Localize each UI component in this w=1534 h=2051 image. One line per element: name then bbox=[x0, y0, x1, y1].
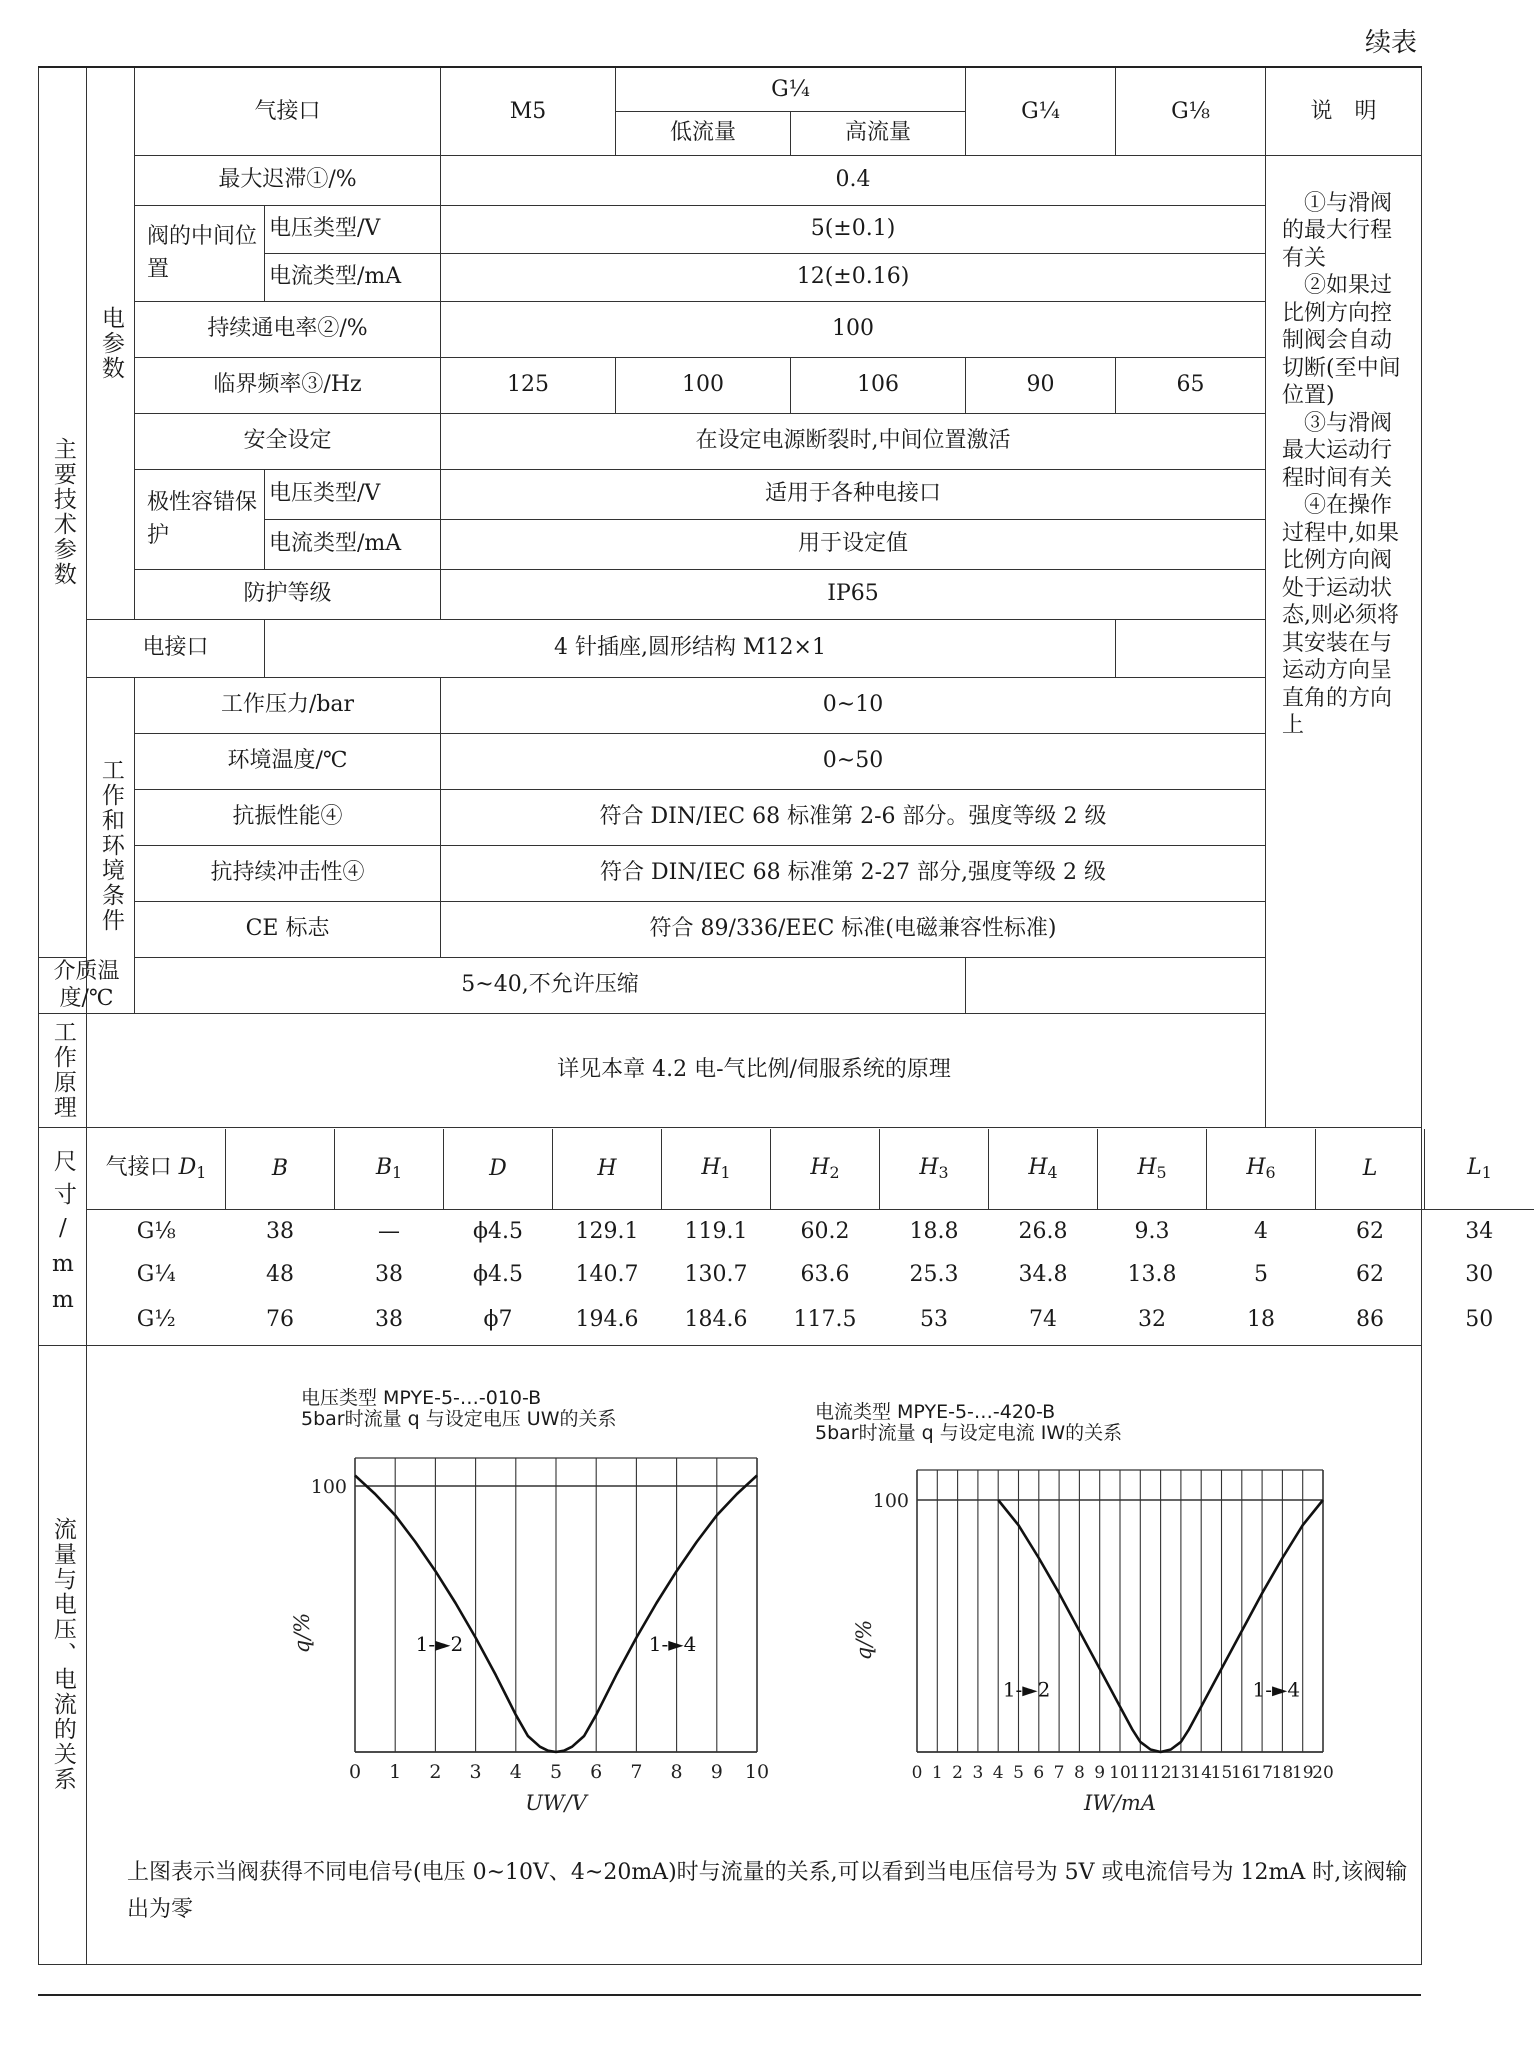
chart2-xtick: 4 bbox=[992, 1762, 1004, 1783]
pol-curr-value: 用于设定值 bbox=[441, 519, 1266, 569]
note-1: ①与滑阀的最大行程有关 bbox=[1282, 190, 1393, 271]
dims-cell-value: 74 bbox=[1029, 1307, 1057, 1333]
notes-cell bbox=[1266, 155, 1422, 1127]
section-electrical: 电参数 bbox=[87, 67, 135, 619]
header-high-flow: 高流量 bbox=[791, 111, 966, 155]
polarity-label: 极性容错保护 bbox=[135, 469, 265, 569]
pol-volt-label: 电压类型/V bbox=[265, 469, 441, 519]
dims-cell-value: — bbox=[335, 1209, 444, 1253]
dims-header: 气接口 $D_1$ bbox=[87, 1129, 226, 1209]
chart2-xtick: 2 bbox=[952, 1762, 964, 1783]
dims-header: H bbox=[553, 1129, 662, 1209]
header-g14-group: G¼ bbox=[616, 67, 966, 111]
principle-label: 工作原理 bbox=[39, 1013, 87, 1127]
hysteresis-value: 0.4 bbox=[441, 155, 1266, 205]
chart1-xtick: 8 bbox=[670, 1760, 683, 1783]
ambient-value: 0~50 bbox=[441, 733, 1266, 789]
dims-cell-value: 117.5 bbox=[793, 1307, 857, 1333]
freq-g14: 90 bbox=[966, 357, 1116, 413]
dims-cell-value: 86 bbox=[1356, 1307, 1384, 1333]
vibration-label: 抗振性能④ bbox=[135, 789, 441, 845]
chart1-xtick: 4 bbox=[509, 1760, 522, 1783]
header-m5: M5 bbox=[441, 67, 616, 155]
dims-cell-value: 34.8 bbox=[1018, 1262, 1068, 1288]
dims-header: $H_5$ bbox=[1098, 1129, 1207, 1209]
header-note: 说 明 bbox=[1266, 67, 1422, 155]
pressure-label: 工作压力/bar bbox=[135, 677, 441, 733]
chart2-xtick: 12 bbox=[1149, 1762, 1172, 1783]
chart1-ylabel: q/% bbox=[290, 1612, 314, 1653]
chart1-xtick: 2 bbox=[429, 1760, 442, 1783]
section-main-parameters: 主要技术参数 bbox=[39, 67, 87, 957]
dims-header: $H_3$ bbox=[880, 1129, 989, 1209]
note-3: ③与滑阀最大运动行程时间有关 bbox=[1282, 410, 1393, 491]
dims-header: $H_1$ bbox=[662, 1129, 771, 1209]
dims-cell-value: 4 bbox=[1207, 1209, 1316, 1253]
principle-value: 详见本章 4.2 电-气比例/伺服系统的原理 bbox=[87, 1013, 1422, 1127]
dims-cell-value: 129.1 bbox=[553, 1209, 662, 1253]
dims-table bbox=[87, 1129, 1534, 1343]
chart1-xtick: 1 bbox=[389, 1760, 402, 1783]
ce-label: CE 标志 bbox=[135, 901, 441, 957]
continued-label: 续表 bbox=[1364, 28, 1417, 58]
flow-caption: 上图表示当阀获得不同电信号(电压 0~10V、4~20mA)时与流量的关系,可以看到当电压信号为 5V 或电流信号为 12mA 时,该阀输出为零 bbox=[127, 1859, 1408, 1922]
chart2-xtick: 5 bbox=[1013, 1762, 1024, 1783]
medium-value: 5~40,不允许压缩 bbox=[135, 957, 966, 1013]
chart1-xtick: 3 bbox=[469, 1760, 482, 1783]
chart2-title-line2: 5bar时流量 q 与设定电流 IW的关系 bbox=[815, 1422, 1123, 1445]
header-low-flow: 低流量 bbox=[616, 111, 791, 155]
mid-volt-type: 电压类型/V bbox=[265, 205, 441, 253]
dims-header: L bbox=[1316, 1129, 1425, 1209]
mid-curr-type: 电流类型/mA bbox=[265, 253, 441, 301]
dims-cell-value: 18.8 bbox=[880, 1209, 989, 1253]
dims-header: $B_1$ bbox=[335, 1129, 444, 1209]
dims-header: $L_1$ bbox=[1425, 1129, 1534, 1209]
dims-cell-value: 32 bbox=[1138, 1307, 1166, 1333]
dims-header: D bbox=[444, 1129, 553, 1209]
chart1-annotation: 1-►4 bbox=[648, 1631, 697, 1656]
chart2-xtick: 7 bbox=[1053, 1762, 1065, 1783]
dims-label: 尺寸/mm bbox=[39, 1127, 87, 1345]
dims-cell-value: 9.3 bbox=[1098, 1209, 1207, 1253]
chart1-xtick: 6 bbox=[590, 1760, 603, 1783]
chart2-xtick: 16 bbox=[1230, 1762, 1253, 1783]
ce-value: 符合 89/336/EEC 标准(电磁兼容性标准) bbox=[441, 901, 1266, 957]
chart2-annotation: 1-►4 bbox=[1252, 1677, 1301, 1702]
freq-high: 106 bbox=[791, 357, 966, 413]
dims-cell-value: G½ bbox=[136, 1307, 176, 1333]
chart1-xtick: 10 bbox=[744, 1760, 770, 1783]
header-g14: G¼ bbox=[966, 67, 1116, 155]
dims-cell-value: 50 bbox=[1465, 1307, 1494, 1333]
chart2-xtick: 6 bbox=[1033, 1762, 1045, 1783]
chart1-xtick: 5 bbox=[549, 1760, 563, 1783]
chart1-xtick: 0 bbox=[348, 1760, 362, 1783]
spec-table bbox=[38, 66, 1494, 1965]
flow-cell bbox=[87, 1345, 1422, 1964]
dims-cell-value: 30 bbox=[1465, 1262, 1494, 1288]
ip-value: IP65 bbox=[441, 569, 1266, 619]
chart2-xtick: 1 bbox=[931, 1762, 943, 1783]
dims-cell-value: 5 bbox=[1254, 1262, 1268, 1288]
freq-m5: 125 bbox=[441, 357, 616, 413]
dims-cell-value: 25.3 bbox=[909, 1262, 959, 1288]
dims-cell bbox=[87, 1127, 1494, 1345]
freq-low: 100 bbox=[616, 357, 791, 413]
dims-cell-value: G⅛ bbox=[87, 1209, 226, 1253]
conn-label: 电接口 bbox=[87, 619, 265, 677]
freq-label: 临界频率③/Hz bbox=[135, 357, 441, 413]
bottom-rule bbox=[38, 1994, 1421, 1996]
chart2-xtick: 9 bbox=[1094, 1762, 1106, 1783]
dims-cell-value: 194.6 bbox=[575, 1307, 639, 1333]
header-g18: G⅛ bbox=[1116, 67, 1266, 155]
safety-value: 在设定电源断裂时,中间位置激活 bbox=[441, 413, 1266, 469]
chart1-ytick: 100 bbox=[310, 1475, 347, 1498]
chart2-xtick: 3 bbox=[972, 1762, 984, 1783]
dims-cell-value: ϕ7 bbox=[483, 1307, 513, 1333]
dims-cell-value: G¼ bbox=[136, 1262, 176, 1288]
flow-label: 流量与电压、电流的关系 bbox=[39, 1345, 87, 1964]
chart2-xtick: 8 bbox=[1073, 1762, 1085, 1783]
dims-cell-value: 38 bbox=[375, 1307, 403, 1333]
hysteresis-label: 最大迟滞①/% bbox=[135, 155, 441, 205]
freq-g18: 65 bbox=[1116, 357, 1266, 413]
dims-header: $H_2$ bbox=[771, 1129, 880, 1209]
dims-cell-value: 18 bbox=[1247, 1307, 1275, 1333]
conn-value: 4 针插座,圆形结构 M12×1 bbox=[265, 619, 1116, 677]
dims-header: B bbox=[226, 1129, 335, 1209]
safety-label: 安全设定 bbox=[135, 413, 441, 469]
chart2-ylabel: q/% bbox=[852, 1619, 876, 1660]
shock-label: 抗持续冲击性④ bbox=[135, 845, 441, 901]
dims-cell-value: 184.6 bbox=[684, 1307, 748, 1333]
flow-charts bbox=[87, 1346, 1418, 1866]
pol-curr-label: 电流类型/mA bbox=[265, 519, 441, 569]
chart2-xlabel: IW/mA bbox=[1083, 1790, 1157, 1815]
dims-cell-value: 62 bbox=[1316, 1209, 1425, 1253]
dims-cell-value: 63.6 bbox=[800, 1262, 850, 1288]
dims-cell-value: 76 bbox=[266, 1307, 294, 1333]
header-port: 气接口 bbox=[135, 67, 441, 155]
dims-cell-value: 119.1 bbox=[662, 1209, 771, 1253]
dims-cell-value: 48 bbox=[266, 1262, 294, 1288]
pressure-value: 0~10 bbox=[441, 677, 1266, 733]
chart2-xtick: 17 bbox=[1251, 1762, 1273, 1783]
pol-volt-value: 适用于各种电接口 bbox=[441, 469, 1266, 519]
medium-label: 介质温度/℃ bbox=[39, 957, 135, 1013]
duty-label: 持续通电率②/% bbox=[135, 301, 441, 357]
dims-cell-value: 140.7 bbox=[575, 1262, 639, 1288]
dims-header: $H_4$ bbox=[989, 1129, 1098, 1209]
ip-label: 防护等级 bbox=[135, 569, 441, 619]
chart2-xtick: 15 bbox=[1210, 1762, 1233, 1783]
chart2-xtick: 14 bbox=[1190, 1762, 1213, 1783]
dims-cell-value: 53 bbox=[920, 1307, 948, 1333]
dims-cell-value: 60.2 bbox=[771, 1209, 880, 1253]
chart2-xtick: 20 bbox=[1312, 1762, 1334, 1783]
dims-cell-value: ϕ4.5 bbox=[473, 1262, 523, 1288]
chart1-title-line2: 5bar时流量 q 与设定电压 UW的关系 bbox=[301, 1408, 617, 1431]
chart2-xtick: 0 bbox=[911, 1762, 923, 1783]
chart1-title-line1: 电压类型 MPYE-5-…-010-B bbox=[301, 1386, 542, 1409]
mid-position-label: 阀的中间位置 bbox=[135, 205, 265, 301]
chart1-xtick: 9 bbox=[710, 1760, 723, 1783]
chart2-xtick: 10 bbox=[1109, 1762, 1131, 1783]
shock-value: 符合 DIN/IEC 68 标准第 2-27 部分,强度等级 2 级 bbox=[441, 845, 1266, 901]
dims-cell-value: 38 bbox=[375, 1262, 403, 1288]
dims-cell-value: 38 bbox=[226, 1209, 335, 1253]
chart2-xtick: 19 bbox=[1291, 1762, 1314, 1783]
duty-value: 100 bbox=[441, 301, 1266, 357]
dims-cell-value: ϕ4.5 bbox=[444, 1209, 553, 1253]
dims-cell-value: 26.8 bbox=[989, 1209, 1098, 1253]
dims-header: $H_6$ bbox=[1207, 1129, 1316, 1209]
section-environment: 工作和环境条件 bbox=[87, 677, 135, 1013]
note-2: ②如果过比例方向控制阀会自动切断(至中间位置) bbox=[1282, 273, 1401, 408]
chart1-xtick: 7 bbox=[630, 1760, 643, 1783]
chart1-xlabel: UW/V bbox=[525, 1790, 587, 1815]
ambient-label: 环境温度/℃ bbox=[135, 733, 441, 789]
dims-cell-value: 13.8 bbox=[1127, 1262, 1177, 1288]
chart2-annotation: 1-►2 bbox=[1002, 1677, 1051, 1702]
vibration-value: 符合 DIN/IEC 68 标准第 2-6 部分。强度等级 2 级 bbox=[441, 789, 1266, 845]
mid-curr-value: 12(±0.16) bbox=[441, 253, 1266, 301]
dims-cell-value: 34 bbox=[1425, 1209, 1534, 1253]
dims-cell-value: 62 bbox=[1356, 1262, 1384, 1288]
chart2-xtick: 13 bbox=[1170, 1762, 1192, 1783]
chart2-ytick: 100 bbox=[872, 1489, 909, 1512]
chart2-xtick: 11 bbox=[1129, 1762, 1152, 1783]
dims-cell-value: 130.7 bbox=[684, 1262, 748, 1288]
chart2-xtick: 18 bbox=[1271, 1762, 1294, 1783]
chart2-title-line1: 电流类型 MPYE-5-…-420-B bbox=[815, 1400, 1056, 1423]
note-4: ④在操作过程中,如果比例方向阀处于运动状态,则必须将其安装在与运动方向呈直角的方向上 bbox=[1282, 493, 1400, 738]
chart1-annotation: 1-►2 bbox=[415, 1631, 464, 1656]
mid-volt-value: 5(±0.1) bbox=[441, 205, 1266, 253]
